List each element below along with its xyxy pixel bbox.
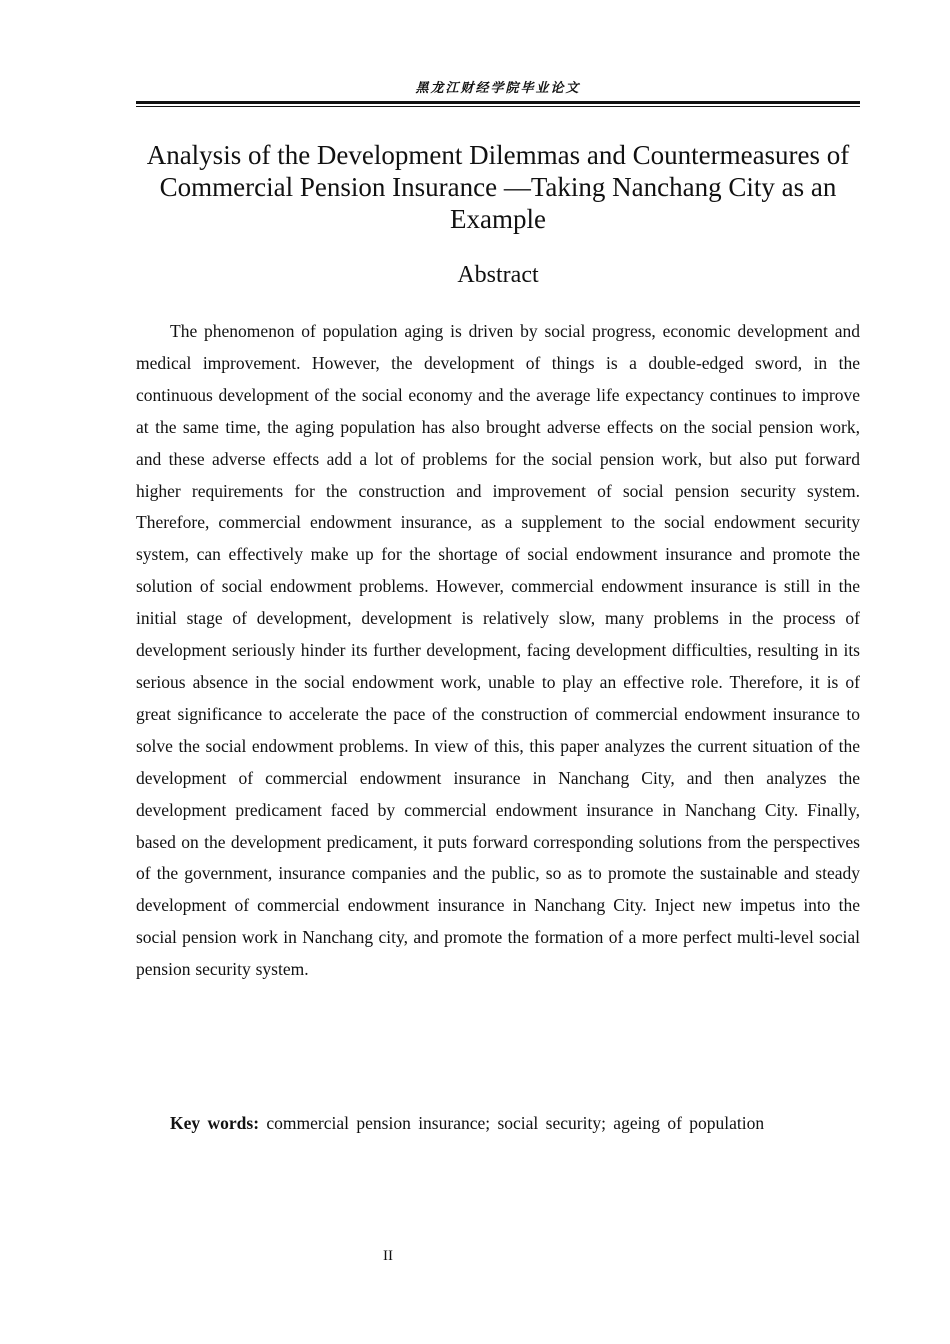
paper-title: Analysis of the Development Dilemmas and Countermeasures of Commercial Pension Insurance —Taking Nanchang City as an Example <box>146 140 850 234</box>
keywords-label: Key words: <box>170 1113 260 1133</box>
page-number: II <box>383 1248 393 1264</box>
abstract-heading: Abstract <box>457 262 539 288</box>
abstract-body: The phenomenon of population aging is driven by social progress, economic development and medical improvement. However, the development of things is a double-edged sword, in the continuous development of the social economy and the average life expectancy continues to improve at the same time, the aging population has also brought adverse effects on the social pension work, and these adverse effects add a lot of problems for the social pension work, but also put forward higher requirements for the construction and improvement of social pension security system. Therefore, commercial endowment insurance, as a supplement to the social endowment security system, can effectively make up for the shortage of social endowment insurance and promote the solution of social endowment problems. However, commercial endowment insurance is still in the initial stage of development, development is relatively slow, many problems in the process of development seriously hinder its further development, facing development difficulties, resulting in its serious absence in the social endowment work, unable to play an effective role. Therefore, it is of great significance to accelerate the pace of the construction of commercial endowment insurance to solve the social endowment problems. In view of this, this paper analyzes the current situation of the development of commercial endowment insurance in Nanchang City, and then analyzes the development predicament faced by commercial endowment insurance in Nanchang City. Finally, based on the development predicament, it puts forward corresponding solutions from the perspectives of the government, insurance companies and the public, so as to promote the sustainable and steady development of commercial endowment insurance in Nanchang City. Inject new impetus into the social pension work in Nanchang city, and promote the formation of a more perfect multi-level social pension security system. <box>136 321 860 980</box>
keywords-value: commercial pension insurance; social security; ageing of population <box>266 1113 765 1133</box>
keywords-line <box>170 1108 860 1138</box>
header-rule-thick <box>136 101 860 104</box>
header-rule-thin <box>136 106 860 107</box>
page-header: 黑龙江财经学院毕业论文 <box>415 81 581 96</box>
